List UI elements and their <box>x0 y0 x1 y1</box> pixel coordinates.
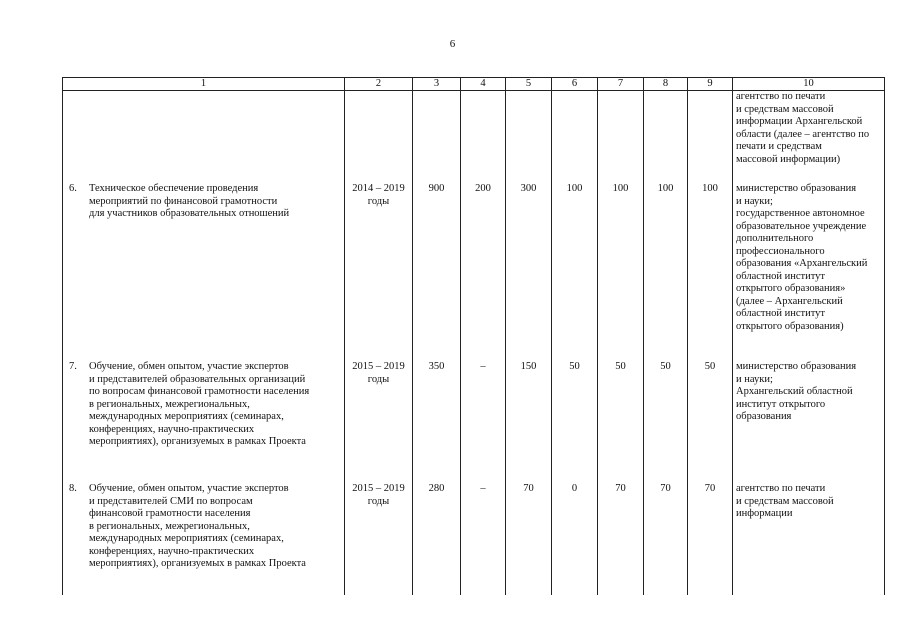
year-2017-cell: 100 <box>598 183 644 361</box>
activity-name: Обучение, обмен опытом, участие экспертов и представителей СМИ по вопросам финансовой грамотности населения в региональных, межрегиональных, международных мероприятиях (семинарах, конференциях, научно-практических мероприятиях), организуемых в рамках Проекта <box>89 483 306 569</box>
table-row-continuation <box>63 91 885 184</box>
year-2014-cell: 200 <box>461 183 506 361</box>
total-cell: 350 <box>413 361 461 483</box>
total-cell: 900 <box>413 183 461 361</box>
executor-cell: агентство по печати и средствам массовой информации <box>733 483 885 595</box>
header-col-8: 8 <box>644 78 688 91</box>
year-2016-cell: 0 <box>552 483 598 595</box>
year-2017-cell: 50 <box>598 361 644 483</box>
page-number: 6 <box>449 38 456 50</box>
year-2016-cell: 100 <box>552 183 598 361</box>
period-cell: 2014 – 2019 годы <box>345 183 413 361</box>
executor-cell: агентство по печати и средствам массовой информации Архангельской области (далее – агентство по печати и средствам массовой информации) <box>733 91 885 184</box>
header-col-10: 10 <box>733 78 885 91</box>
executor-cell: министерство образования и науки; государственное автономное образовательное учреждение дополнительного профессионального образования «Архангельский областной институт открытого образования» (далее – Архангельский областной институт открытого образования) <box>733 183 885 361</box>
year-2015-cell: 70 <box>506 483 552 595</box>
header-col-3: 3 <box>413 78 461 91</box>
header-col-1: 1 <box>63 78 345 91</box>
year-2019-cell: 50 <box>688 361 733 483</box>
year-2016-cell: 50 <box>552 361 598 483</box>
header-col-9: 9 <box>688 78 733 91</box>
table-row <box>63 183 885 361</box>
year-2018-cell: 100 <box>644 183 688 361</box>
year-2017-cell: 70 <box>598 483 644 595</box>
year-2015-cell: 300 <box>506 183 552 361</box>
executor-cell: министерство образования и науки; Архангельский областной институт открытого образования <box>733 361 885 483</box>
table-row <box>63 361 885 483</box>
row-number: 7. <box>69 361 77 372</box>
period-cell: 2015 – 2019 годы <box>345 361 413 483</box>
year-2014-cell: – <box>461 483 506 595</box>
table-header-row <box>63 78 885 91</box>
period-cell: 2015 – 2019 годы <box>345 483 413 595</box>
row-number: 8. <box>69 483 77 494</box>
year-2019-cell: 100 <box>688 183 733 361</box>
header-col-6: 6 <box>552 78 598 91</box>
table-row <box>63 483 885 595</box>
header-col-4: 4 <box>461 78 506 91</box>
year-2014-cell: – <box>461 361 506 483</box>
program-table <box>62 77 885 595</box>
year-2018-cell: 70 <box>644 483 688 595</box>
year-2018-cell: 50 <box>644 361 688 483</box>
row-number: 6. <box>69 183 77 194</box>
activity-name: Обучение, обмен опытом, участие экспертов и представителей образовательных организаций по вопросам финансовой грамотности населения в региональных, межрегиональных, международных мероприятиях (семинарах, конференциях, научно-практических мероприятиях), организуемых в рамках Проекта <box>89 361 310 447</box>
header-col-2: 2 <box>345 78 413 91</box>
header-col-7: 7 <box>598 78 644 91</box>
activity-name: Техническое обеспечение проведения мероприятий по финансовой грамотности для участников образовательных отношений <box>89 183 290 219</box>
year-2015-cell: 150 <box>506 361 552 483</box>
header-col-5: 5 <box>506 78 552 91</box>
total-cell: 280 <box>413 483 461 595</box>
year-2019-cell: 70 <box>688 483 733 595</box>
